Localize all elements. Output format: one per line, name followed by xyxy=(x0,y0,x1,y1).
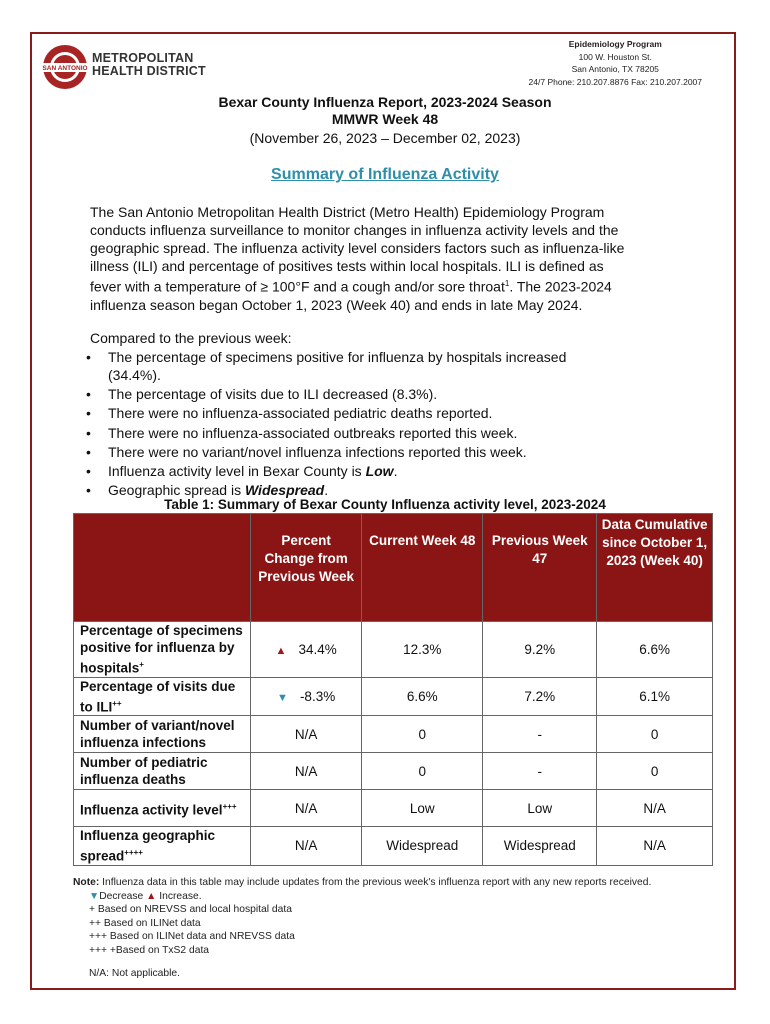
cumulative-cell: 6.1% xyxy=(597,677,713,716)
legend-increase: Increase. xyxy=(159,890,202,902)
previous-week-cell: - xyxy=(483,716,597,753)
bullet-text: There were no influenza-associated outbreaks reported this week. xyxy=(108,424,518,441)
row-label xyxy=(74,827,251,866)
intro-line: influenza season began October 1, 2023 (Week 40) and ends in late May 2024. xyxy=(90,296,583,313)
row-label-text: Number of pediatric influenza deaths xyxy=(80,755,208,787)
seal-text: SAN ANTONIO xyxy=(42,65,88,72)
period: . xyxy=(393,462,398,479)
bullet-text: Geographic spread is xyxy=(108,482,245,499)
percent-change-cell xyxy=(251,622,362,678)
compare-text: Compared to the previous week: xyxy=(90,330,292,346)
note-source-line: +++ +Based on TxS2 data xyxy=(89,944,210,956)
summary-heading: Summary of Influenza Activity xyxy=(271,166,499,183)
table-row xyxy=(74,827,713,866)
bullet-text: There were no variant/novel influenza infections reported this week. xyxy=(108,443,527,460)
intro-line xyxy=(90,275,690,296)
logo-text xyxy=(92,52,206,78)
row-label-text: Percentage of visits due to ILI xyxy=(80,678,236,714)
bullet-icon: • xyxy=(86,482,91,499)
logo-name-line2: HEALTH DISTRICT xyxy=(92,64,206,78)
bullet-icon: • xyxy=(86,424,91,441)
current-week-cell: Widespread xyxy=(362,827,483,866)
percent-change-value: N/A xyxy=(294,763,318,779)
period: . xyxy=(324,482,329,499)
intro-line-text: fever with a temperature of ≥ 100°F and a cough and/or sore throat xyxy=(90,278,505,295)
current-week-cell: 12.3% xyxy=(362,622,483,678)
footnote-marker: 1 xyxy=(504,279,510,288)
table-row xyxy=(74,790,713,827)
influenza-summary-table xyxy=(73,513,713,866)
previous-week-cell: - xyxy=(483,753,597,790)
title-line2: MMWR Week 48 xyxy=(331,111,439,127)
note-source-line: +++ Based on ILINet data and NREVSS data xyxy=(89,931,295,942)
intro-line: The San Antonio Metropolitan Health District (Metro Health) Epidemiology Program xyxy=(90,204,605,220)
phone-fax: 24/7 Phone: 210.207.8876 Fax: 210.207.2007 xyxy=(528,76,702,87)
percent-change-value: 34.4% xyxy=(298,641,337,657)
intro-line: geographic spread. The influenza activity level considers factors such as influenza-like xyxy=(90,240,625,256)
previous-week-cell: Widespread xyxy=(483,827,597,866)
row-label xyxy=(74,790,251,827)
bullet-text: (34.4%). xyxy=(108,367,161,383)
list-item xyxy=(80,462,640,480)
row-label-superscript: ++++ xyxy=(124,848,143,857)
row-label-text: Influenza geographic spread xyxy=(80,828,216,864)
current-week-cell: 0 xyxy=(362,753,483,790)
legend-line xyxy=(73,890,651,904)
column-header-current-week: Current Week 48 xyxy=(362,514,483,622)
column-header-percent-change: Percent Change from Previous Week xyxy=(251,514,362,622)
row-label-text: Number of variant/novel influenza infections xyxy=(80,718,235,750)
bullet-icon: • xyxy=(86,443,91,460)
cumulative-cell: N/A xyxy=(597,790,713,827)
list-item xyxy=(80,424,640,442)
table-row xyxy=(74,677,713,716)
table-header-row xyxy=(74,514,713,622)
note-na: N/A: Not applicable. xyxy=(89,968,181,979)
percent-change-cell xyxy=(251,716,362,753)
bullet-text: The percentage of visits due to ILI decreased (8.3%). xyxy=(108,386,438,403)
previous-week-cell: Low xyxy=(483,790,597,827)
table-row xyxy=(74,716,713,753)
table-row xyxy=(74,753,713,790)
geographic-spread-value: Widespread xyxy=(244,482,325,499)
note-text: Influenza data in this table may include updates from the previous week's influenza report with any new reports received. xyxy=(99,877,652,888)
title-dates: (November 26, 2023 – December 02, 2023) xyxy=(249,130,521,146)
list-item xyxy=(80,443,640,461)
note-line xyxy=(73,876,651,890)
bullet-icon: • xyxy=(86,386,91,403)
current-week-cell: Low xyxy=(362,790,483,827)
report-title xyxy=(0,94,770,147)
percent-change-value: -8.3% xyxy=(299,688,336,704)
bullet-icon: • xyxy=(86,349,91,365)
contact-block xyxy=(529,38,702,88)
intro-line: illness (ILI) and percentage of positives tests within local hospitals. ILI is defined as xyxy=(90,258,604,274)
note-source-line: ++ Based on ILINet data xyxy=(89,917,201,929)
list-item xyxy=(80,385,640,403)
triangle-up-icon: ▲ xyxy=(146,890,157,902)
intro-line: conducts influenza surveillance to monitor changes in influenza activity levels and the xyxy=(90,222,619,238)
cumulative-cell: 0 xyxy=(597,716,713,753)
previous-week-cell: 7.2% xyxy=(483,677,597,716)
row-label xyxy=(74,622,251,678)
note-source-line: + Based on NREVSS and local hospital data xyxy=(89,904,292,915)
table-notes xyxy=(73,876,651,981)
activity-level-value: Low xyxy=(365,462,394,479)
column-header-blank xyxy=(74,514,251,622)
row-label xyxy=(74,716,251,753)
bullet-icon: • xyxy=(86,405,91,422)
street-address: 100 W. Houston St. xyxy=(578,51,652,62)
triangle-down-icon: ▼ xyxy=(89,890,100,902)
row-label-superscript: ++ xyxy=(112,698,122,708)
row-label xyxy=(74,753,251,790)
percent-change-value: N/A xyxy=(294,726,318,742)
intro-line-tail: . The 2023-2024 xyxy=(509,278,612,295)
bullet-text: The percentage of specimens positive for influenza by hospitals increased xyxy=(108,349,567,365)
percent-change-cell xyxy=(251,827,362,866)
row-label-superscript: + xyxy=(139,660,144,669)
title-line1: Bexar County Influenza Report, 2023-2024 Season xyxy=(218,94,552,110)
triangle-down-icon: ▼ xyxy=(277,691,288,704)
row-label xyxy=(74,677,251,716)
current-week-cell: 6.6% xyxy=(362,677,483,716)
previous-week-cell: 9.2% xyxy=(483,622,597,678)
column-header-cumulative: Data Cumulative since October 1, 2023 (Week 40) xyxy=(597,514,713,622)
percent-change-cell xyxy=(251,677,362,716)
list-item xyxy=(80,404,640,422)
percent-change-value: N/A xyxy=(294,838,318,854)
row-label-text: Influenza activity level xyxy=(80,802,223,818)
list-item xyxy=(80,348,640,384)
column-header-previous-week: Previous Week 47 xyxy=(483,514,597,622)
city-address: San Antonio, TX 78205 xyxy=(571,64,659,74)
note-label: Note: xyxy=(73,877,100,888)
city-seal-icon xyxy=(42,44,88,90)
percent-change-cell xyxy=(251,790,362,827)
bullet-icon: • xyxy=(86,462,91,479)
cumulative-cell: N/A xyxy=(597,827,713,866)
bullet-text: Influenza activity level in Bexar County is xyxy=(108,462,366,479)
logo-name-line1: METROPOLITAN xyxy=(92,51,194,65)
summary-bullets xyxy=(80,348,640,500)
row-label-superscript: +++ xyxy=(222,801,237,811)
cumulative-cell: 6.6% xyxy=(597,622,713,678)
table-caption: Table 1: Summary of Bexar County Influenza activity level, 2023-2024 xyxy=(164,497,606,512)
percent-change-cell xyxy=(251,753,362,790)
table-row xyxy=(74,622,713,678)
intro-paragraph xyxy=(90,203,690,314)
current-week-cell: 0 xyxy=(362,716,483,753)
triangle-up-icon: ▲ xyxy=(275,644,287,657)
cumulative-cell: 0 xyxy=(597,753,713,790)
bullet-text: There were no influenza-associated pediatric deaths reported. xyxy=(108,405,493,422)
program-name: Epidemiology Program xyxy=(568,39,662,49)
row-label-text: Percentage of specimens positive for influenza by hospitals xyxy=(80,623,243,676)
legend-decrease: Decrease xyxy=(99,890,144,902)
percent-change-value: N/A xyxy=(294,800,318,816)
